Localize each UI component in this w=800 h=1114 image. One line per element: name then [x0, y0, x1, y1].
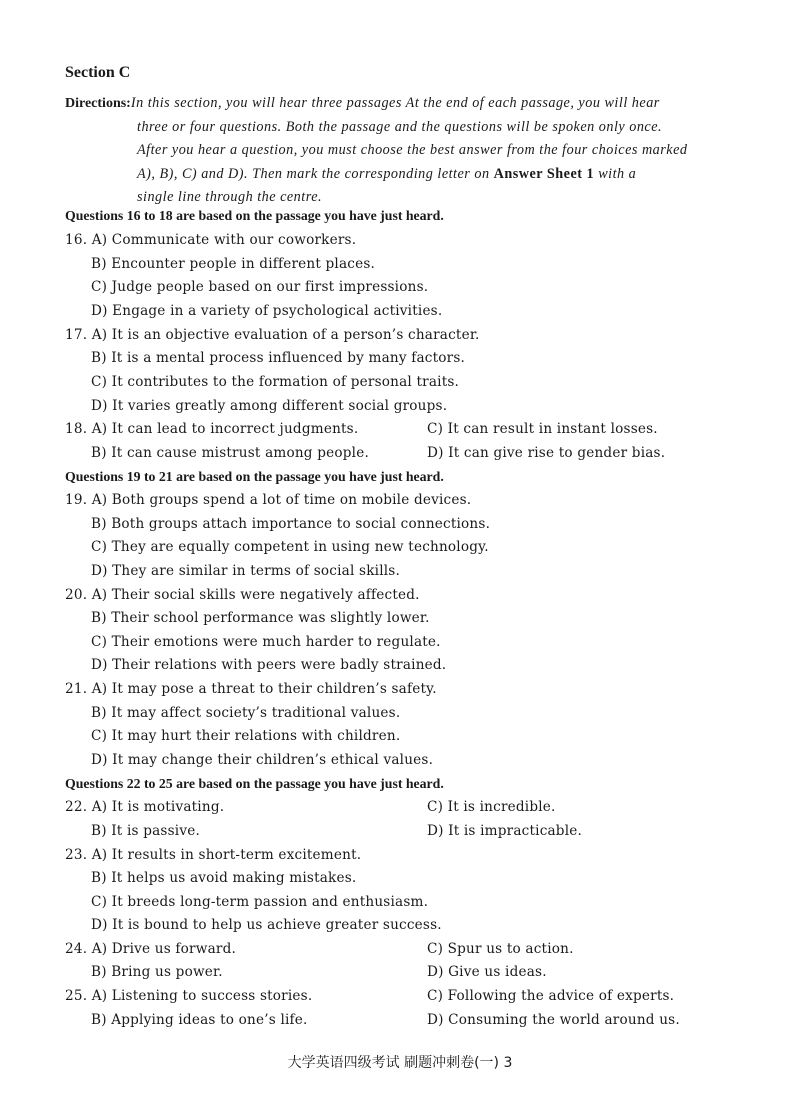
directions-line-2: three or four questions. Both the passage and the questions will be spoken only once. — [137, 118, 663, 135]
q24-option-d: D) Give us ideas. — [427, 964, 547, 980]
directions-line-4a: A), B), C) and D). Then mark the corresponding letter on — [137, 165, 494, 182]
q21-option-d: D) It may change their children’s ethical values. — [91, 752, 434, 768]
q17-option-a: 17. A) It is an objective evaluation of a person’s character. — [65, 327, 480, 343]
q18-option-c: C) It can result in instant losses. — [427, 421, 658, 437]
q22-option-c: C) It is incredible. — [427, 799, 556, 815]
q19-option-a: 19. A) Both groups spend a lot of time on mobile devices. — [65, 492, 472, 508]
q19-option-b: B) Both groups attach importance to social connections. — [91, 516, 491, 532]
directions-line-5: single line through the centre. — [137, 189, 323, 205]
q21-option-a: 21. A) It may pose a threat to their children’s safety. — [65, 681, 437, 697]
directions-line-4 — [137, 163, 735, 187]
q18-option-b: B) It can cause mistrust among people. — [91, 445, 369, 461]
q22-option-d: D) It is impracticable. — [427, 823, 583, 839]
answer-sheet-ref: Answer Sheet 1 — [493, 165, 595, 182]
q17-option-c: C) It contributes to the formation of personal traits. — [91, 374, 460, 390]
q19-option-d: D) They are similar in terms of social skills. — [91, 563, 400, 579]
directions-label: Directions: — [65, 96, 131, 111]
q23-option-a: 23. A) It results in short-term excitement. — [65, 847, 362, 863]
q22-option-a: 22. A) It is motivating. — [65, 799, 225, 815]
q25-option-c: C) Following the advice of experts. — [427, 988, 675, 1004]
q17-option-b: B) It is a mental process influenced by many factors. — [91, 350, 466, 366]
q21-option-b: B) It may affect society’s traditional values. — [91, 705, 401, 721]
q18-option-d: D) It can give rise to gender bias. — [427, 445, 666, 461]
q23-option-d: D) It is bound to help us achieve greater success. — [91, 917, 442, 933]
q24-option-b: B) Bring us power. — [91, 964, 223, 980]
q16-option-d: D) Engage in a variety of psychological activities. — [91, 303, 443, 319]
directions-line-3: After you hear a question, you must choose the best answer from the four choices marked — [137, 142, 688, 158]
section-title: Section C — [65, 64, 131, 81]
q16-option-b: B) Encounter people in different places. — [91, 256, 376, 272]
q16-option-a: 16. A) Communicate with our coworkers. — [65, 232, 357, 248]
q22-option-b: B) It is passive. — [91, 823, 200, 839]
directions-line-4c: with a — [594, 165, 637, 182]
directions-line-1: In this section, you will hear three passages At the end of each passage, you will hear — [130, 95, 660, 111]
q24-option-c: C) Spur us to action. — [427, 941, 574, 957]
q18-option-a: 18. A) It can lead to incorrect judgments. — [65, 421, 359, 437]
q23-option-c: C) It breeds long-term passion and enthusiasm. — [91, 894, 429, 910]
q23-option-b: B) It helps us avoid making mistakes. — [91, 870, 357, 886]
q16-option-c: C) Judge people based on our first impressions. — [91, 279, 429, 295]
q24-option-a: 24. A) Drive us forward. — [65, 941, 236, 957]
group-heading-19-21: Questions 19 to 21 are based on the passage you have just heard. — [65, 469, 444, 484]
q20-option-d: D) Their relations with peers were badly strained. — [91, 657, 447, 673]
page-footer: 大学英语四级考试 刷题冲刺卷(一) 3 — [287, 1055, 513, 1071]
q17-option-d: D) It varies greatly among different social groups. — [91, 398, 448, 414]
group-heading-16-18: Questions 16 to 18 are based on the passage you have just heard. — [65, 208, 444, 223]
q25-option-a: 25. A) Listening to success stories. — [65, 988, 313, 1004]
q21-option-c: C) It may hurt their relations with children. — [91, 728, 401, 744]
directions-block — [65, 92, 735, 210]
q20-option-b: B) Their school performance was slightly lower. — [91, 610, 430, 626]
q20-option-a: 20. A) Their social skills were negatively affected. — [65, 587, 420, 603]
q20-option-c: C) Their emotions were much harder to regulate. — [91, 634, 441, 650]
group-heading-22-25: Questions 22 to 25 are based on the passage you have just heard. — [65, 776, 444, 791]
q19-option-c: C) They are equally competent in using new technology. — [91, 539, 489, 555]
q25-option-d: D) Consuming the world around us. — [427, 1012, 680, 1028]
q25-option-b: B) Applying ideas to one’s life. — [91, 1012, 308, 1028]
